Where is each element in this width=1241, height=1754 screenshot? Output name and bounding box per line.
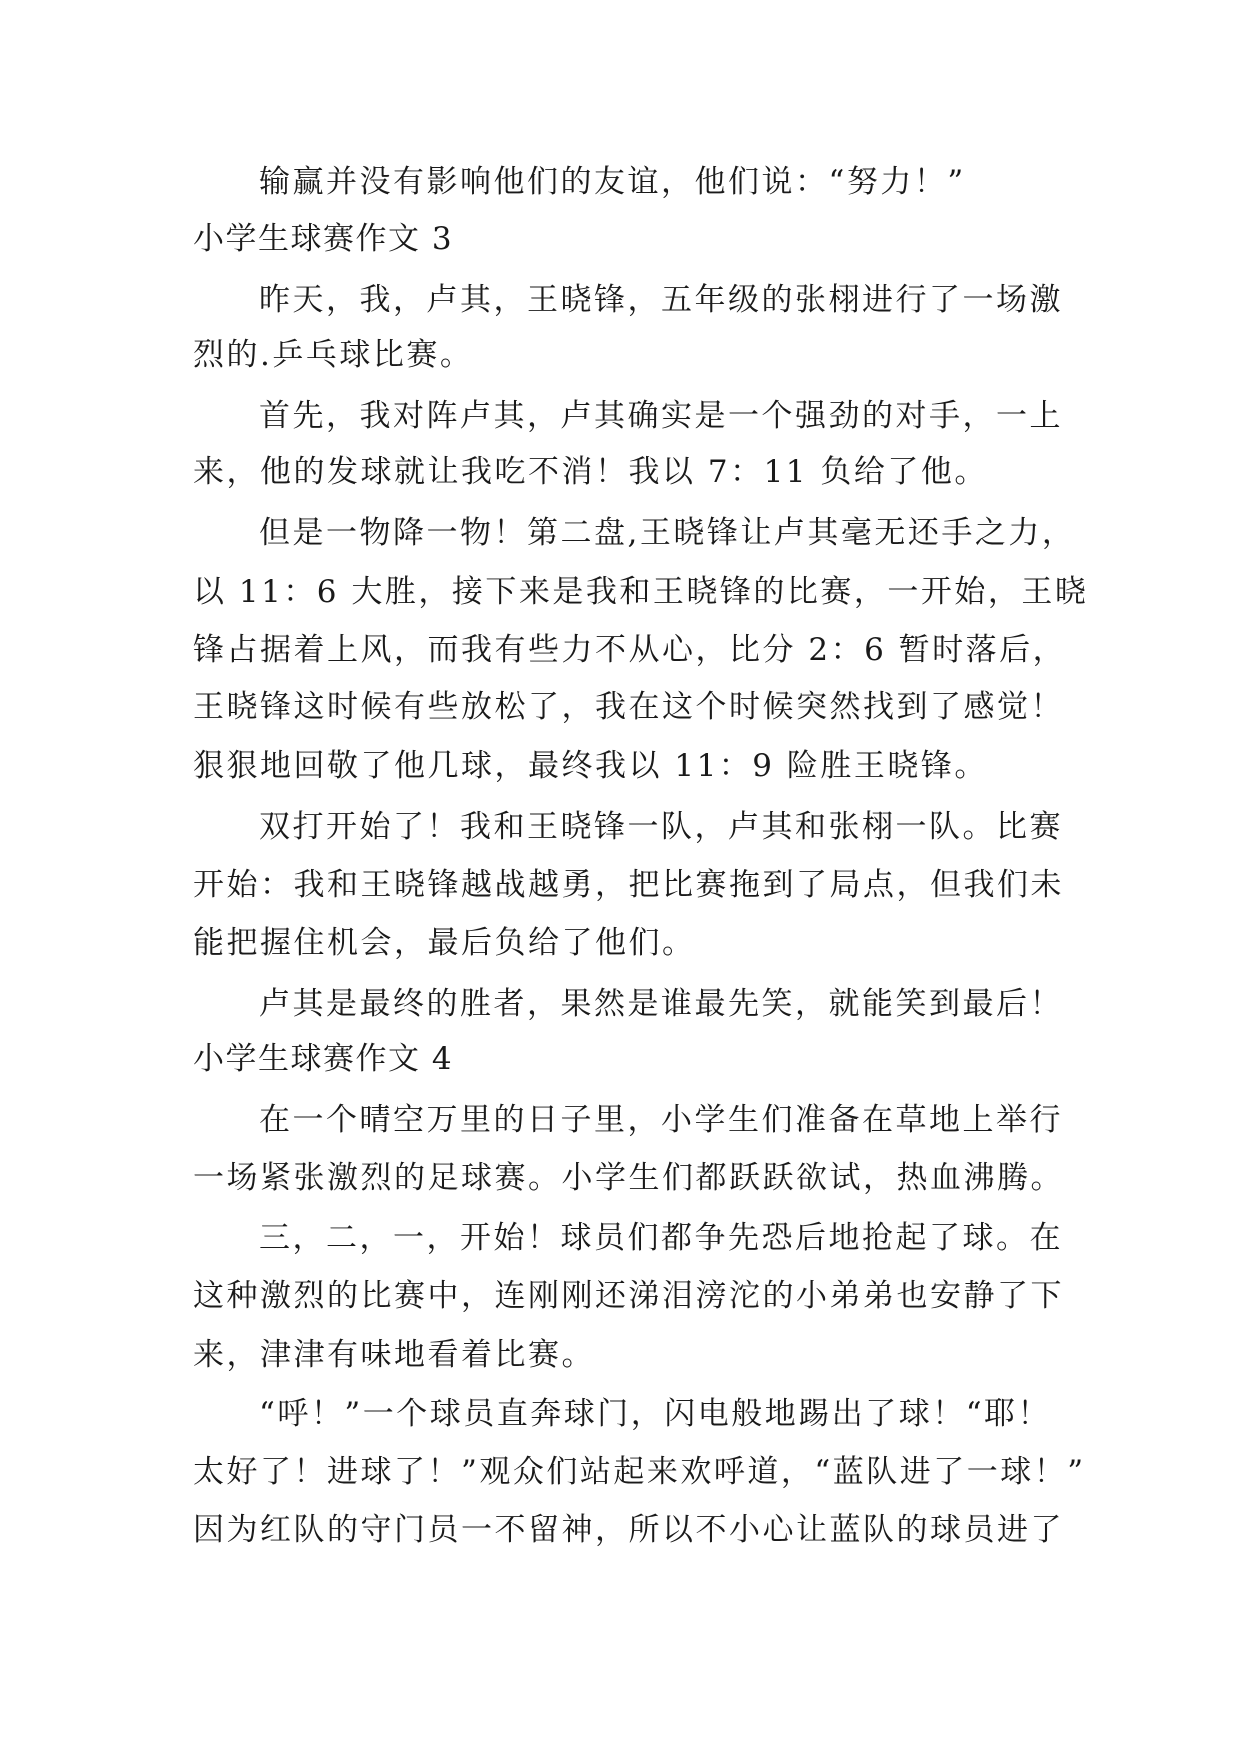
text-line: 以 11：6 大胜，接下来是我和王晓锋的比赛，一开始，王晓: [193, 574, 1089, 610]
text-line: 因为红队的守门员一不留神，所以不小心让蓝队的球员进了: [193, 1512, 1064, 1548]
text-line: “呼！”一个球员直奔球门，闪电般地踢出了球！“耶！: [259, 1396, 1052, 1432]
text-line: 输赢并没有影响他们的友谊，他们说：“努力！”: [259, 164, 966, 200]
text-line: 来，他的发球就让我吃不消！我以 7：11 负给了他。: [193, 454, 988, 490]
text-line: 三，二，一，开始！球员们都争先恐后地抢起了球。在: [259, 1220, 1063, 1256]
text-line: 狠狠地回敬了他几球，最终我以 11：9 险胜王晓锋。: [193, 748, 988, 784]
text-line: 王晓锋这时候有些放松了，我在这个时候突然找到了感觉！: [193, 689, 1064, 725]
text-line: 来，津津有味地看着比赛。: [193, 1337, 595, 1373]
text-line: 锋占据着上风，而我有些力不从心，比分 2：6 暂时落后，: [193, 632, 1067, 668]
text-line: 但是一物降一物！第二盘,王晓锋让卢其毫无还手之力，: [259, 515, 1076, 551]
text-line: 卢其是最终的胜者，果然是谁最先笑，就能笑到最后！: [259, 986, 1063, 1022]
text-line: 昨天，我，卢其，王晓锋，五年级的张栩进行了一场激: [259, 282, 1063, 318]
text-line: 在一个晴空万里的日子里，小学生们准备在草地上举行: [259, 1102, 1063, 1138]
section-heading: 小学生球赛作文 4: [193, 1041, 454, 1077]
text-line: 这种激烈的比赛中，连刚刚还涕泪滂沱的小弟弟也安静了下: [193, 1278, 1064, 1314]
text-line: 开始：我和王晓锋越战越勇，把比赛拖到了局点，但我们未: [193, 867, 1064, 903]
text-line: 能把握住机会，最后负给了他们。: [193, 925, 696, 961]
text-line: 一场紧张激烈的足球赛。小学生们都跃跃欲试，热血沸腾。: [193, 1160, 1064, 1196]
text-line: 太好了！进球了！”观众们站起来欢呼道，“蓝队进了一球！”: [193, 1454, 1086, 1490]
section-heading: 小学生球赛作文 3: [193, 221, 454, 257]
text-line: 烈的.乒乓球比赛。: [193, 337, 474, 373]
text-line: 首先，我对阵卢其，卢其确实是一个强劲的对手，一上: [259, 398, 1063, 434]
text-line: 双打开始了！我和王晓锋一队，卢其和张栩一队。比赛: [259, 809, 1063, 845]
